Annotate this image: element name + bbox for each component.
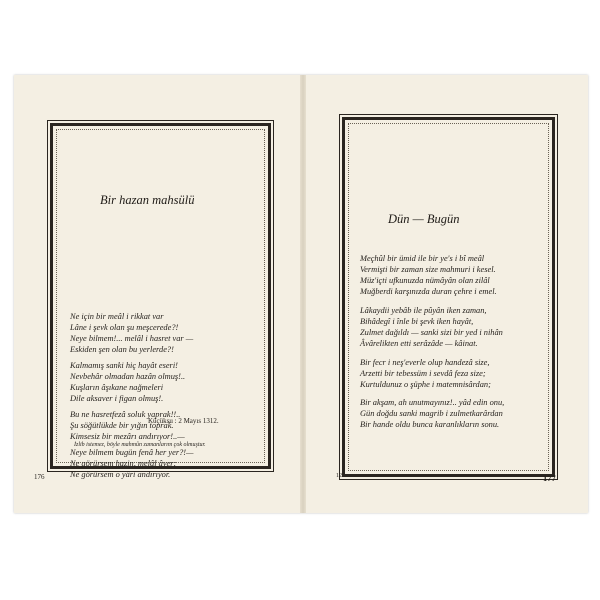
stanza bbox=[360, 253, 497, 297]
verse-line: Gün doğdu sanki magrib i zulmetkarârdan bbox=[360, 409, 503, 418]
page-number: 177 bbox=[543, 473, 556, 483]
page-number: 176 bbox=[34, 473, 45, 481]
verse-line: Neye bilmem!... melâl i hasret var — bbox=[70, 334, 194, 343]
signature-mark: 12 bbox=[336, 473, 342, 479]
footnote: İzlib istemez, böyle mahmûn zamanlarım çok olmuştur. bbox=[74, 442, 206, 448]
stanza bbox=[360, 305, 503, 349]
verse-line: Bir akşam, ah unutmayınız!.. yâd edin onu, bbox=[360, 398, 505, 407]
verse-line: Neye bilmem bugün fenâ her yer?!— bbox=[70, 448, 194, 457]
verse-line: Âvârelikten etti serâzâde — kâinat. bbox=[360, 339, 478, 348]
verse-line: Eskiden şen olan bu yerlerde?! bbox=[70, 345, 174, 354]
verse-line: Vermişti bir zaman size mahmuri i kesel. bbox=[360, 265, 496, 274]
verse-line: Ne görürsem hazin, melâl âver; bbox=[70, 459, 177, 468]
verse-line: Kalmamış sanki hiç hayât eseri! bbox=[70, 361, 178, 370]
poem-title: Bir hazan mahsülü bbox=[100, 193, 195, 207]
verse-line: Lâkaydii yebâb ile pûyân iken zaman, bbox=[360, 306, 487, 315]
right-page bbox=[306, 75, 588, 513]
verse-line: Kuşların âşıkane nağmeleri bbox=[70, 383, 164, 392]
verse-line: Lâne i şevk olan şu meşcerede?! bbox=[70, 323, 179, 332]
verse-line: Nevbehâr olmadan hazân olmuş!.. bbox=[70, 372, 186, 381]
stanza bbox=[70, 311, 193, 355]
verse-line: Bir fecr i neş'everle olup handezâ size, bbox=[360, 358, 490, 367]
poem-date: Küçüksu : 2 Mayıs 1312. bbox=[148, 417, 219, 425]
verse-line: Bir hande oldu bunca karanlıkların sonu. bbox=[360, 420, 500, 429]
stanza bbox=[70, 360, 185, 404]
verse-line: Ne görürsem o yâri andırıyor. bbox=[70, 470, 171, 479]
left-page bbox=[14, 75, 300, 513]
verse-line: Bu ne hasretfezâ soluk yaprak!!.. bbox=[70, 410, 181, 419]
stanza bbox=[70, 447, 194, 480]
verse-line: Kimsesiz bir mezârı andırıyor!..— bbox=[70, 432, 185, 441]
book-spread bbox=[14, 75, 588, 513]
verse-line: Dile aksaver i figan olmuş!. bbox=[70, 394, 164, 403]
stanza bbox=[360, 397, 504, 430]
verse-line: Ne için bir meâl i rikkat var bbox=[70, 312, 164, 321]
stanza bbox=[360, 357, 491, 390]
stanza bbox=[70, 409, 185, 442]
verse-line: Kurtuldunuz o şüphe i matemnisârdan; bbox=[360, 380, 491, 389]
verse-line: Meçhûl bir ümid ile bir ye's i bî meâl bbox=[360, 254, 485, 263]
verse-line: Muğberdi karşınızda duran çehre i emel. bbox=[360, 287, 497, 296]
poem-title: Dün — Bugün bbox=[388, 212, 460, 226]
verse-line: Müz'içti ufkunuzda nümâyân olan zilâl bbox=[360, 276, 490, 285]
verse-line: Şu söğütlükde bir yığın toprak. bbox=[70, 421, 174, 430]
verse-line: Arzetti bir tebessüm i sevdâ feza size; bbox=[360, 369, 486, 378]
verse-line: Bihâdegî i înle bi şevk iken hayât, bbox=[360, 317, 474, 326]
verse-line: Zulmet dağıldı — sanki sizi bir yed i nihân bbox=[360, 328, 503, 337]
